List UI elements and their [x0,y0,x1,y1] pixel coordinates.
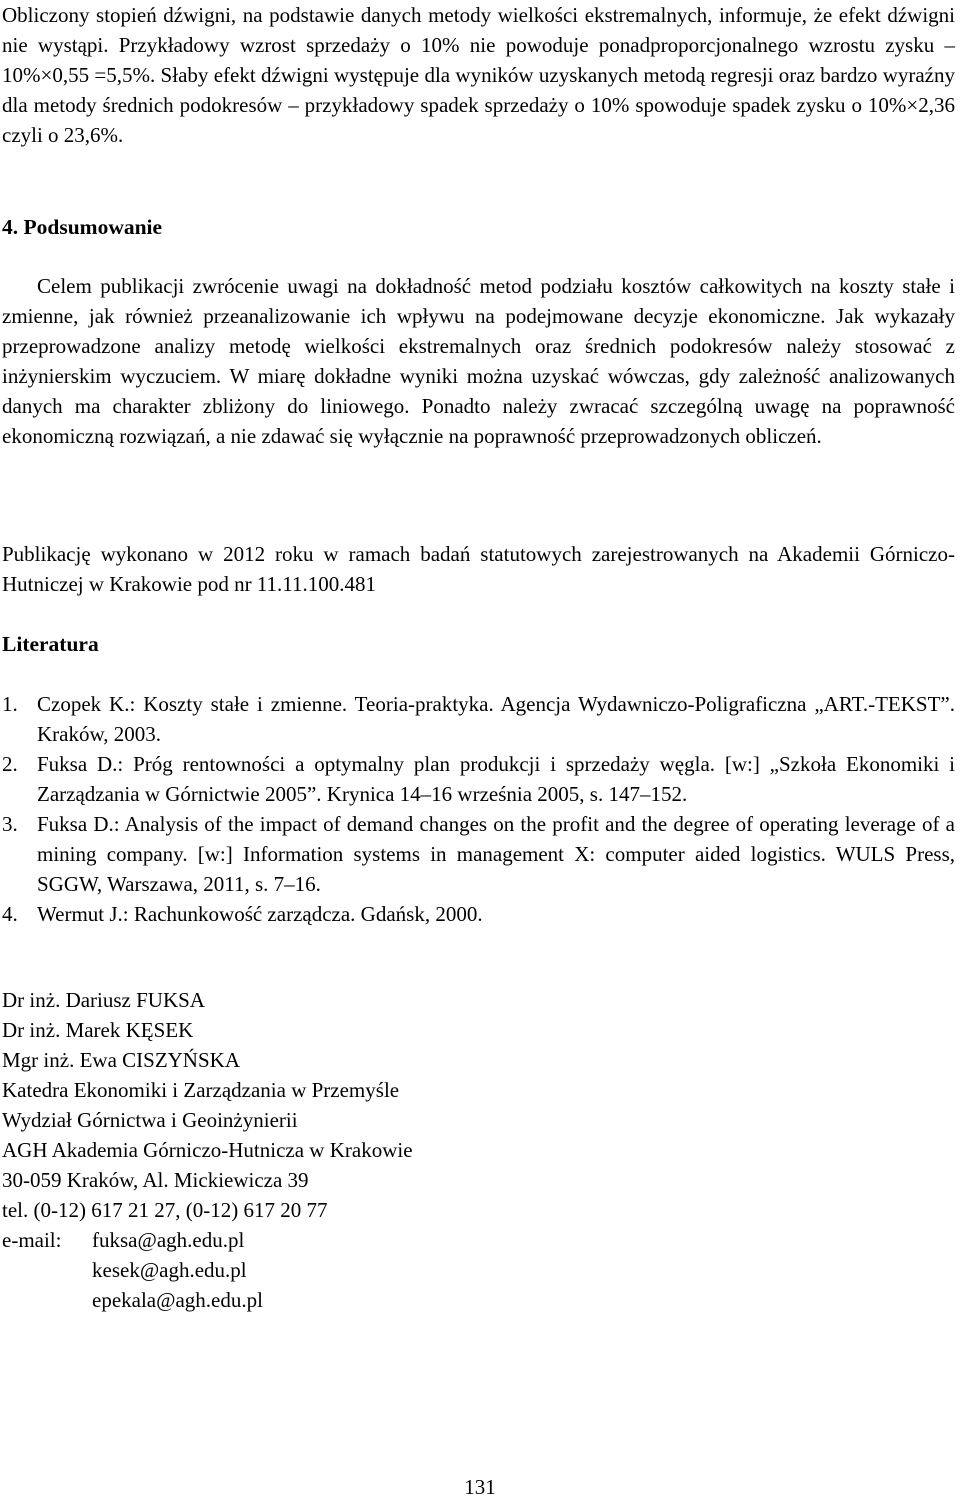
university: AGH Akademia Górniczo-Hutnicza w Krakowie [2,1138,413,1162]
email-row [2,1225,702,1255]
author-name: Mgr inż. Ewa CISZYŃSKA [2,1048,240,1072]
email-label: e-mail: [2,1228,62,1252]
author-affiliation-block [2,985,702,1315]
reference-text: Fuksa D.: Analysis of the impact of demand changes on the profit and the degree of operating leverage of a mining company. [w:] Information systems in management X: computer aided logistics. WULS Press, SGGW, Warszawa, 2011, s. 7–16. [37,812,955,896]
summary-paragraph: Celem publikacji zwrócenie uwagi na dokładność metod podziału kosztów całkowitych na koszty stałe i zmienne, jak również przeanalizowanie ich wpływu na podejmowane decyzje ekonomiczne. Jak wykazały przeprowadzone analizy metodę wielkości ekstremalnych oraz średnich podokresów należy stosować z inżynierskim wyczuciem. W miarę dokładne wyniki można uzyskać wówczas, gdy zależność analizowanych danych ma charakter zbliżony do liniowego. Ponadto należy zwracać szczególną uwagę na poprawność ekonomiczną rozwiązań, a nie zdawać się wyłącznie na poprawność przeprowadzonych obliczeń. [2,274,955,448]
references-heading: Literatura [2,632,99,656]
email-row [2,1285,702,1315]
email-row [2,1255,702,1285]
reference-item [2,689,955,749]
department: Katedra Ekonomiki i Zarządzania w Przemyśle [2,1078,400,1102]
author-name: Dr inż. Marek KĘSEK [2,1018,194,1042]
reference-item [2,749,955,809]
section-heading: 4. Podsumowanie [2,215,163,239]
reference-number: 4. [2,902,18,926]
email-link[interactable]: fuksa@agh.edu.pl [92,1228,245,1252]
references-list [2,689,955,929]
reference-text: Czopek K.: Koszty stałe i zmienne. Teoria-praktyka. Agencja Wydawniczo-Poligraficzna „ART.-TEKST”. Kraków, 2003. [37,692,955,746]
reference-text: Wermut J.: Rachunkowość zarządcza. Gdańsk, 2000. [37,902,483,926]
author-name: Dr inż. Dariusz FUKSA [2,988,205,1012]
faculty: Wydział Górnictwa i Geoinżynierii [2,1108,298,1132]
reference-number: 2. [2,752,18,776]
reference-item [2,899,955,929]
reference-item [2,809,955,899]
reference-number: 1. [2,692,18,716]
reference-number: 3. [2,812,18,836]
address: 30-059 Kraków, Al. Mickiewicza 39 [2,1168,309,1192]
phone: tel. (0-12) 617 21 27, (0-12) 617 20 77 [2,1198,328,1222]
email-link[interactable]: epekala@agh.edu.pl [92,1288,263,1312]
intro-paragraph: Obliczony stopień dźwigni, na podstawie danych metody wielkości ekstremalnych, informuje, że efekt dźwigni nie wystąpi. Przykładowy wzrost sprzedaży o 10% nie powoduje ponadproporcjonalnego wzrostu zysku – 10%×0,55 =5,5%. Słaby efekt dźwigni występuje dla wyników uzyskanych metodą regresji oraz bardzo wyraźny dla metody średnich podokresów – przykładowy spadek sprzedaży o 10% spowoduje spadek zysku o 10%×2,36 czyli o 23,6%. [2,3,955,147]
page-number: 131 [464,1475,496,1499]
funding-note: Publikację wykonano w 2012 roku w ramach badań statutowych zarejestrowanych na Akademii Górniczo-Hutniczej w Krakowie pod nr 11.11.100.481 [2,542,955,596]
reference-text: Fuksa D.: Próg rentowności a optymalny plan produkcji i sprzedaży węgla. [w:] „Szkoła Ekonomiki i Zarządzania w Górnictwie 2005”. Krynica 14–16 września 2005, s. 147–152. [37,752,955,806]
email-link[interactable]: kesek@agh.edu.pl [92,1258,247,1282]
